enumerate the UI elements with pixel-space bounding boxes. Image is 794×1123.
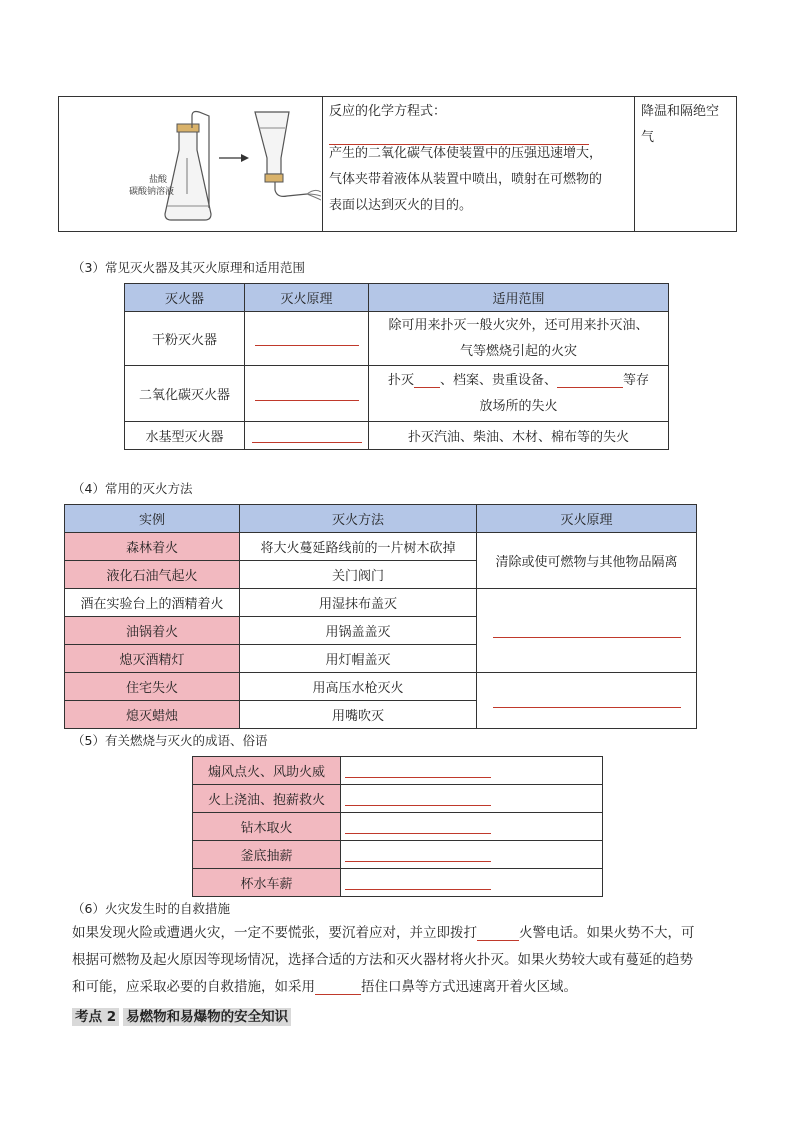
- scope-text: 扑灭汽油、柴油、木材、棉布等的失火: [369, 422, 669, 450]
- extinguisher-name: 二氧化碳灭火器: [125, 366, 245, 422]
- method-cell: 用高压水枪灭火: [240, 673, 477, 701]
- paragraph-text: 根据可燃物及起火原因等现场情况，选择合适的方法和灭火器材将火扑灭。如果火势较大或有蔓延的趋势: [72, 952, 693, 968]
- idiom-cell: 钻木取火: [193, 813, 341, 841]
- section5-title: （5）有关燃烧与灭火的成语、俗语: [72, 733, 268, 748]
- idiom-blank[interactable]: [345, 847, 491, 862]
- principle-text: 清除或使可燃物与其他物品隔离: [477, 533, 697, 589]
- principle-blank[interactable]: [255, 386, 359, 401]
- idiom-blank[interactable]: [345, 875, 491, 890]
- idiom-cell: 煽风点火、风助火威: [193, 757, 341, 785]
- scope-blank[interactable]: [414, 373, 440, 388]
- phone-blank[interactable]: [477, 926, 519, 941]
- idiom-blank[interactable]: [345, 763, 491, 778]
- scope-text: 等存: [623, 372, 650, 388]
- reaction-text-1: 产生的二氧化碳气体使装置中的压强迅速增大，: [329, 146, 603, 161]
- principle-blank[interactable]: [493, 623, 681, 638]
- scope-text: 、档案、贵重设备、: [439, 372, 557, 388]
- method-blank[interactable]: [315, 980, 361, 995]
- method-cell: 用湿抹布盖灭: [240, 589, 477, 617]
- method-cell: 用锅盖盖灭: [240, 617, 477, 645]
- idiom-blank[interactable]: [345, 819, 491, 834]
- method-cell: 将大火蔓延路线前的一片树木砍掉: [240, 533, 477, 561]
- self-rescue-paragraph: [72, 920, 732, 1001]
- principle-text-2: 气: [641, 130, 655, 145]
- header-scope: 适用范围: [369, 284, 669, 312]
- principle-text-1: 降温和隔绝空: [641, 104, 720, 119]
- method-cell: 用灯帽盖灭: [240, 645, 477, 673]
- reaction-text-2: 气体夹带着液体从装置中喷出，喷射在可燃物的: [329, 172, 603, 187]
- scope-text: 扑灭: [387, 372, 414, 388]
- paragraph-text: 和可能，应采取必要的自救措施，如采用: [72, 979, 315, 995]
- example-cell: 住宅失火: [65, 673, 240, 701]
- paragraph-text: 捂住口鼻等方式迅速离开着火区域。: [361, 979, 577, 995]
- reaction-label: 反应的化学方程式：: [329, 104, 447, 119]
- method-cell: 关门阀门: [240, 561, 477, 589]
- topic-title: 易燃物和易爆物的安全知识: [123, 1008, 291, 1026]
- section4-title: （4）常用的灭火方法: [72, 481, 193, 496]
- example-cell: 森林着火: [65, 533, 240, 561]
- topic-prefix: 考点 2: [72, 1008, 119, 1026]
- scope-text: 除可用来扑灭一般火灾外，还可用来扑灭油、: [388, 317, 649, 333]
- apparatus-cell: [59, 97, 323, 232]
- header-principle: 灭火原理: [245, 284, 369, 312]
- topic2-heading: [72, 1005, 291, 1025]
- header-example: 实例: [65, 505, 240, 533]
- principle-blank[interactable]: [493, 693, 681, 708]
- label-hcl: 盐酸: [149, 174, 168, 185]
- scope-blank[interactable]: [557, 373, 623, 388]
- reaction-text-3: 表面以达到灭火的目的。: [329, 198, 473, 213]
- section6-title: （6）火灾发生时的自救措施: [72, 901, 230, 916]
- example-cell: 液化石油气起火: [65, 561, 240, 589]
- example-cell: 熄灭酒精灯: [65, 645, 240, 673]
- example-cell: 熄灭蜡烛: [65, 701, 240, 729]
- scope-text: 放场所的失火: [479, 398, 558, 414]
- scope-text: 气等燃烧引起的火灾: [459, 343, 577, 359]
- reaction-cell: [323, 97, 635, 232]
- label-na2co3: 碳酸钠溶液: [129, 186, 175, 197]
- idiom-cell: 杯水车薪: [193, 869, 341, 897]
- extinguisher-name: 水基型灭火器: [125, 422, 245, 450]
- fire-extinguisher-apparatus-diagram: [59, 98, 321, 231]
- example-cell: 油锅着火: [65, 617, 240, 645]
- extinguisher-table: [124, 283, 669, 450]
- extinguisher-name: 干粉灭火器: [125, 312, 245, 366]
- header-extinguisher: 灭火器: [125, 284, 245, 312]
- method-cell: 用嘴吹灭: [240, 701, 477, 729]
- principle-cell: [635, 97, 737, 232]
- idiom-cell: 釜底抽薪: [193, 841, 341, 869]
- idiom-blank[interactable]: [345, 791, 491, 806]
- principle-blank[interactable]: [255, 331, 359, 346]
- methods-table: [64, 504, 697, 729]
- idiom-cell: 火上浇油、抱薪救火: [193, 785, 341, 813]
- paragraph-text: 火警电话。如果火势不大，可: [519, 925, 695, 941]
- header-method: 灭火方法: [240, 505, 477, 533]
- header-principle: 灭火原理: [477, 505, 697, 533]
- idioms-table: [192, 756, 603, 897]
- paragraph-text: 如果发现火险或遭遇火灾，一定不要慌张，要沉着应对，并立即拨打: [72, 925, 477, 941]
- section3-title: （3）常见灭火器及其灭火原理和适用范围: [72, 260, 305, 275]
- principle-blank[interactable]: [252, 428, 362, 443]
- example-cell: 酒在实验台上的酒精着火: [65, 589, 240, 617]
- top-table: [58, 96, 737, 232]
